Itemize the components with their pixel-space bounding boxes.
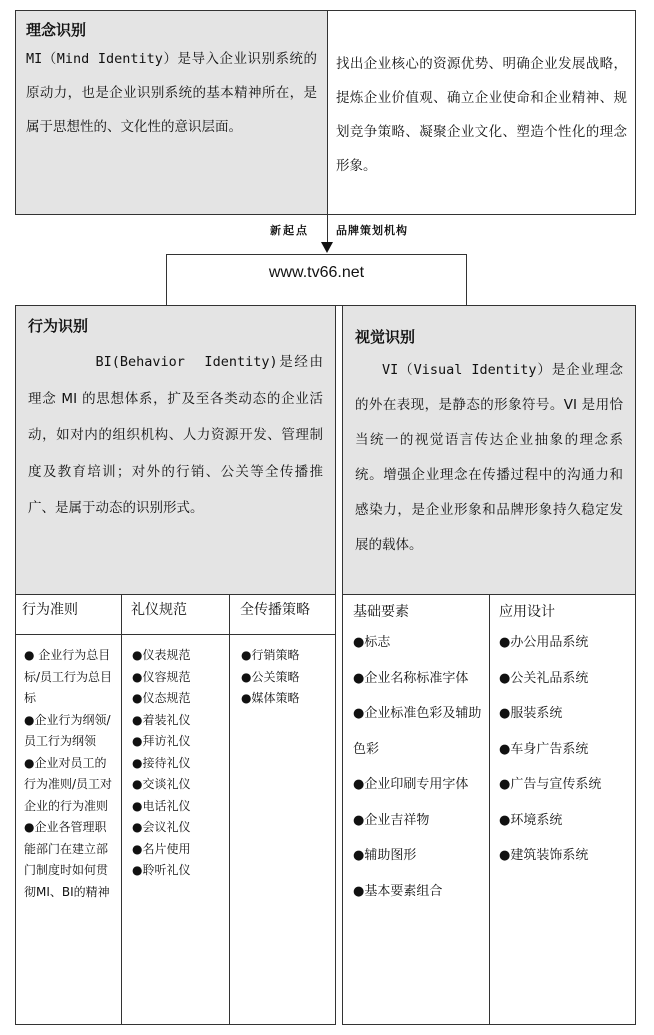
mi-box xyxy=(15,10,328,215)
vi-application-list xyxy=(499,625,633,874)
list-item: ●公关礼品系统 xyxy=(499,670,589,686)
list-item: ●企业各管理职能部门在建立部门制度时如何贯彻MI、BI的精神 xyxy=(24,820,110,899)
list-item: ●办公用品系统 xyxy=(499,635,589,650)
list-item: ●企业印刷专用字体 xyxy=(353,777,469,792)
bi-communication-list xyxy=(241,645,333,710)
list-item: ●拜访礼仪 xyxy=(132,734,191,748)
bi-col-divider-1 xyxy=(121,595,122,1024)
list-item: ●仪容规范 xyxy=(132,669,191,684)
list-item: ●企业标准色彩及辅助色彩 xyxy=(353,706,482,757)
bi-description-rest: 是经由理念 MI 的思想体系，扩及至各类动态的企业活动，如对内的组织机构、人力资源开发、管理制度及教育培训；对外的行销、公关等全传播推广、是属于动态的识别形式。 xyxy=(28,354,324,516)
vi-col-divider xyxy=(489,595,490,1024)
list-item: ●行销策略 xyxy=(241,648,300,662)
bi-conduct-list xyxy=(24,645,116,903)
bi-box xyxy=(15,305,336,595)
list-item: ●车身广告系统 xyxy=(499,741,589,757)
list-item: ●接待礼仪 xyxy=(132,755,191,770)
vi-description-prefix: VI（Visual Identity） xyxy=(382,362,552,378)
bi-col-header-communication: 全传播策略 xyxy=(240,602,310,618)
bi-header-divider xyxy=(16,634,335,635)
bi-description xyxy=(28,344,323,527)
list-item: ●电话礼仪 xyxy=(132,798,191,813)
list-item: ●环境系统 xyxy=(499,812,563,828)
list-item: ●公关策略 xyxy=(241,669,300,684)
bi-col-header-etiquette: 礼仪规范 xyxy=(131,602,187,618)
connector-right-label: 品牌策划机构 xyxy=(336,224,408,237)
list-item: ●企业对员工的行为准则/员工对企业的行为准则 xyxy=(24,755,113,813)
connector-arrow-icon xyxy=(321,242,333,253)
mi-description xyxy=(26,42,317,144)
list-item: ●交谈礼仪 xyxy=(132,777,191,791)
bi-etiquette-list xyxy=(132,645,227,882)
list-item: ●企业名称标准字体 xyxy=(353,670,469,686)
list-item: ●企业行为纲领/员工行为纲领 xyxy=(24,712,111,748)
list-item: ●辅助图形 xyxy=(353,848,417,863)
list-item: ●着装礼仪 xyxy=(132,712,191,727)
vi-title: 视觉识别 xyxy=(355,328,416,346)
bi-title: 行为识别 xyxy=(28,317,89,335)
list-item: ●会议礼仪 xyxy=(132,820,191,834)
list-item: ●仪态规范 xyxy=(132,691,191,705)
list-item: ●媒体策略 xyxy=(241,691,300,705)
list-item: ●服装系统 xyxy=(499,706,563,721)
mi-strategy-box xyxy=(327,10,636,215)
list-item: ● 企业行为总目标/员工行为总目标 xyxy=(24,648,113,705)
list-item: ●标志 xyxy=(353,635,391,650)
list-item: ●建筑装饰系统 xyxy=(499,848,589,863)
list-item: ●聆听礼仪 xyxy=(132,863,191,877)
vi-col-header-application: 应用设计 xyxy=(499,604,555,620)
list-item: ●名片使用 xyxy=(132,841,191,856)
bi-columns xyxy=(15,594,336,1025)
bi-description-prefix: BI(Behavior Identity) xyxy=(95,354,278,370)
vi-columns xyxy=(342,594,636,1025)
list-item: ●基本要素组合 xyxy=(353,883,443,899)
vi-description-rest: 是企业理念的外在表现，是静态的形象符号。VI 是用恰当统一的视觉语言传达企业抽象的理念系统。增强企业理念在传播过程中的沟通力和感染力，是企业形象和品牌形象持久稳定发展的载体。 xyxy=(355,362,624,553)
vi-basic-list xyxy=(353,625,483,909)
mi-title: 理念识别 xyxy=(26,21,87,39)
list-item: ●广告与宣传系统 xyxy=(499,777,602,792)
bi-col-header-conduct: 行为准则 xyxy=(22,602,78,618)
list-item: ●仪表规范 xyxy=(132,648,191,662)
vi-description xyxy=(355,353,623,563)
bi-col-divider-2 xyxy=(229,595,230,1024)
vi-box xyxy=(342,305,636,595)
list-item: ●企业吉祥物 xyxy=(353,812,430,828)
vi-col-header-basic: 基础要素 xyxy=(353,604,409,620)
connector-vertical-line xyxy=(327,215,328,242)
website-link[interactable]: www.tv66.net xyxy=(268,264,365,281)
mi-description-prefix: MI（Mind Identity） xyxy=(26,51,178,67)
mi-strategy-text: 找出企业核心的资源优势、明确企业发展战略，提炼企业价值观、确立企业使命和企业精神、规划竞争策略、凝聚企业文化、塑造个性化的理念形象。 xyxy=(336,56,627,174)
connector-left-label: 新起点 xyxy=(270,224,309,237)
mi-description-rest: 是导入企业识别系统的原动力，也是企业识别系统的基本精神所在，是属于思想性的、文化性的意识层面。 xyxy=(26,51,318,135)
